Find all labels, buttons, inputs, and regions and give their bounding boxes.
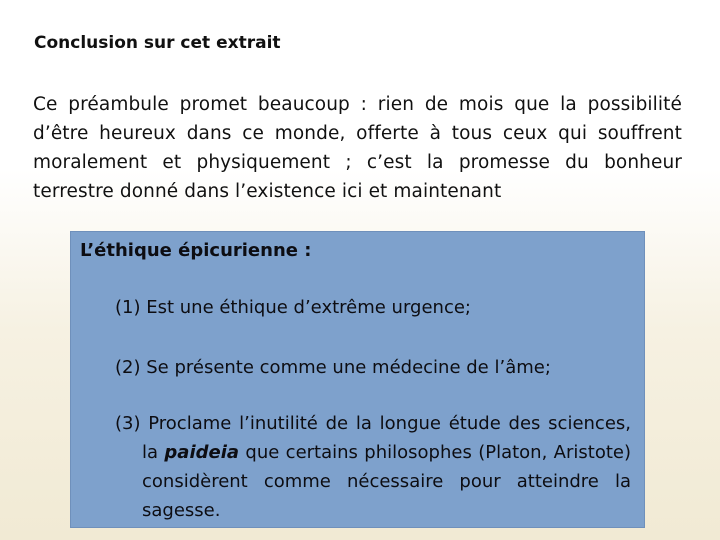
intro-paragraph: Ce préambule promet beaucoup : rien de mois que la possibilité d’être heureux dans ce monde, offerte à tous ceux qui souffrent moralement et physiquement ; c’est la promesse du bonheur terrestre donné dans l’existence ici et maintenant <box>33 94 682 202</box>
box-title: L’éthique épicurienne : <box>80 240 312 261</box>
slide-heading: Conclusion sur cet extrait <box>34 33 281 53</box>
list-item-1: (1) Est une éthique d’extrême urgence; <box>115 297 471 318</box>
list-item-3-text-end: que certains philosophes (Platon, Aristote) considèrent comme nécessaire pour atteindre la sagesse. <box>142 442 631 521</box>
list-item-3 <box>115 409 631 525</box>
list-item-3-text-start: (3) Proclame l’inutilité de la longue étude des sciences, la <box>115 413 631 463</box>
list-item-2: (2) Se présente comme une médecine de l’âme; <box>115 357 551 378</box>
paideia-term: paideia <box>164 442 240 463</box>
ethics-box <box>70 231 645 528</box>
